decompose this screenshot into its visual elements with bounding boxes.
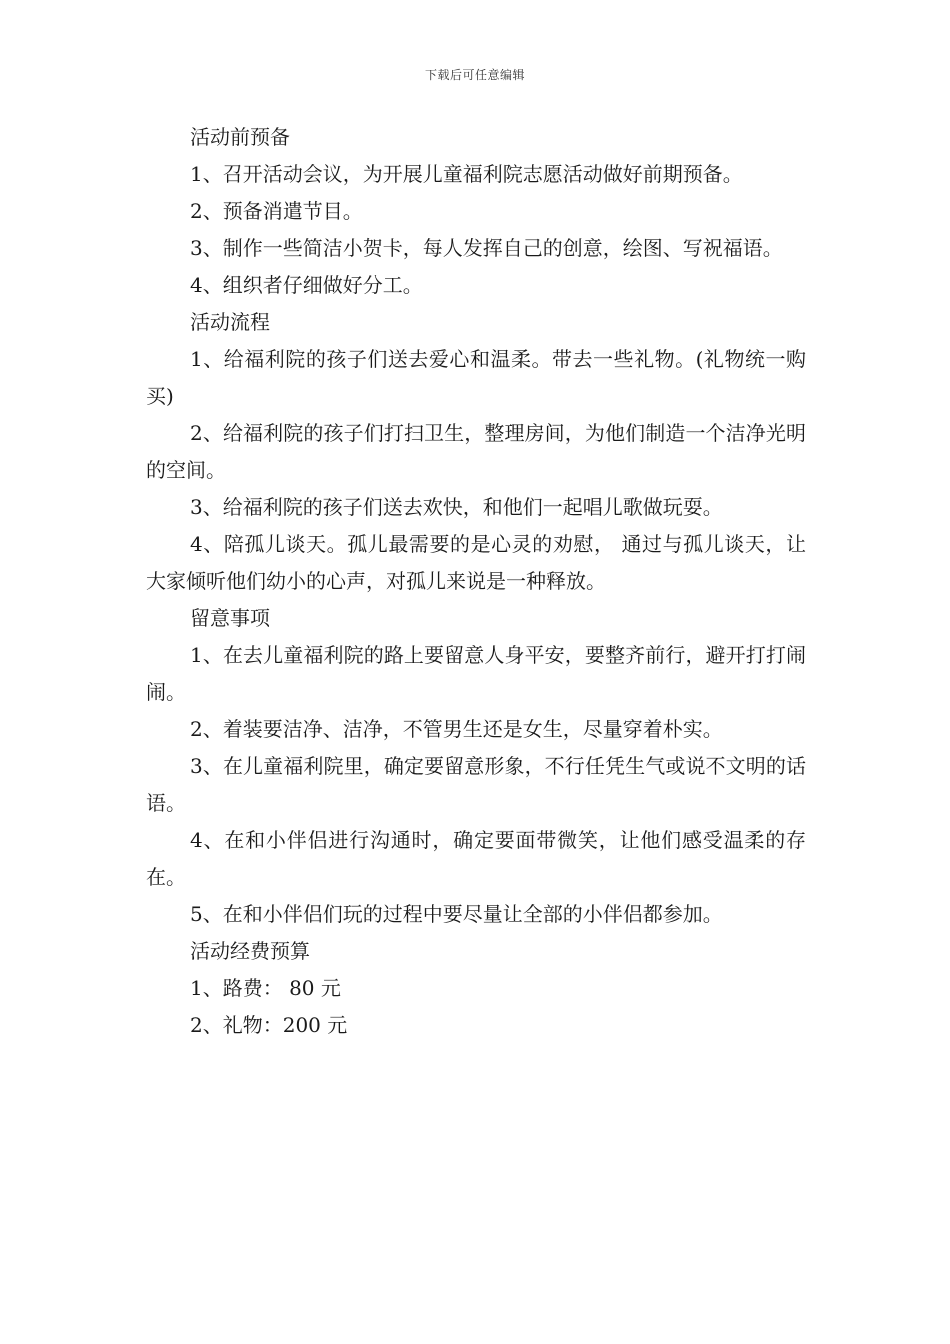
paragraph: 2、给福利院的孩子们打扫卫生，整理房间，为他们制造一个洁净光明的空间。 (146, 421, 806, 482)
paragraph: 4、在和小伴侣进行沟通时，确定要面带微笑，让他们感受温柔的存在。 (146, 828, 806, 889)
paragraph: 1、在去儿童福利院的路上要留意人身平安，要整齐前行，避开打打闹闹。 (146, 643, 806, 704)
paragraph: 1、召开活动会议，为开展儿童福利院志愿活动做好前期预备。 (190, 162, 743, 186)
paragraph: 2、预备消遣节目。 (190, 199, 363, 223)
section-title: 留意事项 (190, 606, 270, 630)
paragraph: 3、在儿童福利院里，确定要留意形象，不行任凭生气或说不文明的话语。 (146, 754, 806, 815)
paragraph: 3、给福利院的孩子们送去欢快，和他们一起唱儿歌做玩耍。 (190, 495, 723, 519)
section-title: 活动前预备 (190, 125, 290, 149)
document-body (146, 119, 806, 1044)
paragraph: 4、组织者仔细做好分工。 (190, 273, 423, 297)
paragraph: 3、制作一些简洁小贺卡，每人发挥自己的创意，绘图、写祝福语。 (190, 236, 783, 260)
paragraph: 1、路费： 80 元 (190, 976, 341, 1000)
paragraph: 2、礼物：200 元 (190, 1013, 348, 1037)
paragraph: 5、在和小伴侣们玩的过程中要尽量让全部的小伴侣都参加。 (190, 902, 723, 926)
section-title: 活动流程 (190, 310, 270, 334)
section-title: 活动经费预算 (190, 939, 310, 963)
paragraph: 2、着装要洁净、洁净，不管男生还是女生，尽量穿着朴实。 (190, 717, 723, 741)
page-header: 下载后可任意编辑 (424, 68, 525, 82)
paragraph: 4、陪孤儿谈天。孤儿最需要的是心灵的劝慰， 通过与孤儿谈天，让大家倾听他们幼小的心声，对孤儿来说是一种释放。 (146, 532, 806, 593)
paragraph: 1、给福利院的孩子们送去爱心和温柔。带去一些礼物。(礼物统一购买) (146, 347, 806, 408)
